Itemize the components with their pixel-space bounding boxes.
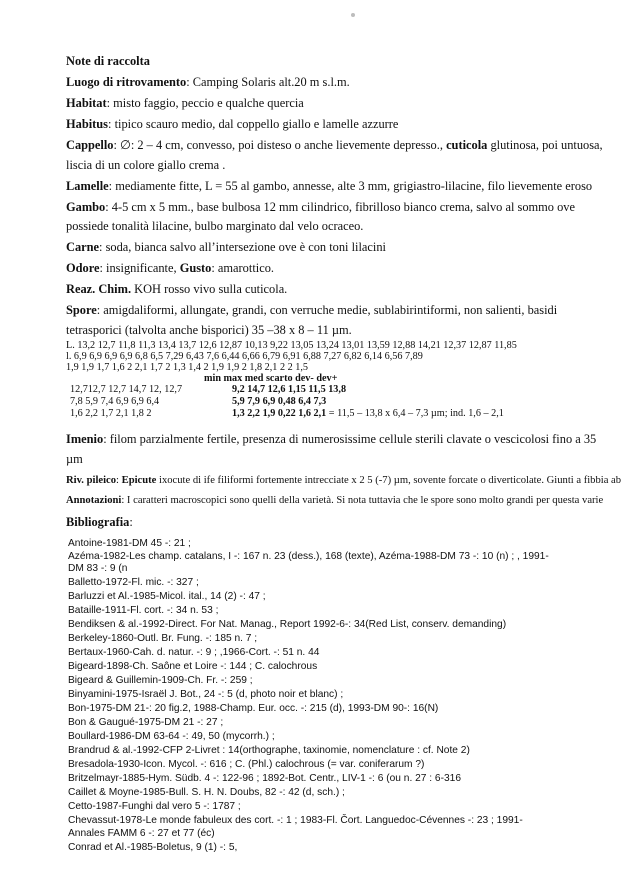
stats-values: 5,9 7,9 6,9 0,48 6,4 7,3 [232, 396, 327, 407]
field-imenio-cont: µm [66, 452, 83, 466]
bibliography-entry: Azéma-1982-Les champ. catalans, I -: 167 n. 23 (dess.), 168 (texte), Azéma-1988-DM 73 -: 10 (n) ; , 1991- [68, 551, 549, 562]
field-text: : 4-5 cm x 5 mm., base bulbosa 12 mm cilindrico, fibrilloso bianco crema, salvo al sommo ove [105, 200, 575, 214]
stats-values: 9,2 14,7 12,6 1,15 11,5 13,8 [232, 384, 347, 395]
stats-extra: = 11,5 – 13,8 x 6,4 – 7,3 µm; ind. 1,6 – 2,1 [326, 408, 504, 419]
field-reaz-chim [66, 282, 287, 296]
field-sep: : [108, 117, 115, 131]
field-label: Habitus [66, 117, 109, 131]
field-text: ixocute di ife filiformi fortemente intrecciate x 2 5 (-7) µm, sovente forcate o diverticolate. Giunti a fibbia ab [156, 475, 621, 486]
stats-row-right [232, 384, 346, 395]
bibliography-entry: Binyamini-1975-Israël J. Bot., 24 -: 5 (d, photo noir et blanc) ; [68, 689, 344, 700]
field-label: Annotazioni [66, 495, 122, 506]
bibliography-entry: Berkeley-1860-Outl. Br. Fung. -: 185 n. 7 ; [68, 633, 258, 644]
field-text: tipico scauro medio, dal coppello giallo e lamelle azzurre [114, 117, 399, 131]
field-sep: : [186, 75, 193, 89]
field-gambo-cont: possiede tonalità lilacine, bulbo marginato dal velo ocraceo. [66, 219, 364, 233]
field-label-epicute: Epicute [121, 475, 157, 486]
field-sep: : [116, 475, 122, 486]
field-bibliografia [66, 515, 133, 529]
field-label: Carne [66, 240, 100, 254]
field-lamelle [66, 179, 592, 193]
field-gambo [66, 200, 575, 214]
field-text: : I caratteri macroscopici sono quelli della varietà. Si nota tuttavia che le spore sono molto grandi per questa varie [121, 495, 604, 506]
stats-row-left: 7,8 5,9 7,4 6,9 6,9 6,4 [70, 396, 160, 407]
field-label: Luogo di ritrovamento [66, 75, 187, 89]
spore-width-values: l. 6,9 6,9 6,9 6,9 6,8 6,5 7,29 6,43 7,6 6,44 6,66 6,79 6,91 6,88 7,27 6,82 6,14 6,56 7,89 [66, 351, 423, 362]
bibliography-entry: Boullard-1986-DM 63-64 -: 49, 50 (mycorrh.) ; [68, 731, 275, 742]
field-text: : amarottico. [211, 261, 274, 275]
bibliography-entry: Bon-1975-DM 21-: 20 fig.2, 1988-Champ. Eur. occ. -: 215 (d), 1993-DM 90-: 16(N) [68, 703, 439, 714]
field-spore-cont: tetrasporici (talvolta anche bisporici) 35 –38 x 8 – 11 µm. [66, 323, 352, 337]
stats-header: min max med scarto dev- dev+ [204, 373, 338, 384]
bibliography-entry: Balletto-1972-Fl. mic. -: 327 ; [68, 577, 199, 588]
bibliography-entry: Chevassut-1978-Le monde fabuleux des cort. -: 1 ; 1983-Fl. Čort. Languedoc-Cévennes -: 23 ; 1991- [68, 815, 523, 826]
stats-row-right [232, 408, 504, 419]
field-sep: : [129, 515, 133, 529]
field-text: glutinosa, poi untuosa, [487, 138, 603, 152]
bibliography-entry: Brandrud & al.-1992-CFP 2-Livret : 14(orthographe, taxinomie, nomenclature : cf. Note 2) [68, 745, 470, 756]
bibliography-entry: Bon & Gaugué-1975-DM 21 -: 27 ; [68, 717, 224, 728]
bibliography-entry: Cetto-1987-Funghi dal vero 5 -: 1787 ; [68, 801, 241, 812]
stats-row-left: 1,6 2,2 1,7 2,1 1,8 2 [70, 408, 152, 419]
bibliography-entry: Annales FAMM 6 -: 27 et 77 (éc) [68, 828, 215, 839]
field-annotazioni [66, 494, 603, 508]
field-label: Cappello [66, 138, 114, 152]
spore-ratio-values: 1,9 1,9 1,7 1,6 2 2,1 1,7 2 1,3 1,4 2 1,9 1,9 2 1,8 2,1 2 2 1,5 [66, 362, 308, 373]
stats-values: 1,3 2,2 1,9 0,22 1,6 2,1 [232, 408, 327, 419]
field-cappello-cont: liscia di un colore giallo crema . [66, 158, 226, 172]
stats-row-left: 12,712,7 12,7 14,7 12, 12,7 [70, 384, 183, 395]
field-label: Imenio [66, 432, 104, 446]
bibliography-entry: Conrad et Al.-1985-Boletus, 9 (1) -: 5, [68, 842, 238, 853]
scan-dot [351, 13, 355, 17]
field-label-gusto: Gusto [179, 261, 212, 275]
stats-row-right [232, 396, 326, 407]
field-carne [66, 240, 386, 254]
field-luogo [66, 75, 350, 89]
field-text: Camping Solaris alt.20 m s.l.m. [192, 75, 350, 89]
field-text: misto faggio, peccio e qualche quercia [113, 96, 304, 110]
bibliography-entry: Britzelmayr-1885-Hym. Südb. 4 -: 122-96 ; 1892-Bot. Centr., LIV-1 -: 6 (ou n. 27 : 6-316 [68, 773, 461, 784]
bibliography-entry: Antoine-1981-DM 45 -: 21 ; [68, 538, 191, 549]
field-text: : insignificante, [99, 261, 180, 275]
bibliography-entry: Bendiksen & al.-1992-Direct. For Nat. Manag., Report 1992-6-: 34(Red List, conserv. demanding) [68, 619, 507, 630]
field-riv-pileico [66, 474, 621, 488]
field-label: Spore [66, 303, 97, 317]
field-text: : ∅: 2 – 4 cm, convesso, poi disteso o anche lievemente depresso., [113, 138, 447, 152]
bibliography-entry: Bigeard & Guillemin-1909-Ch. Fr. -: 259 ; [68, 675, 253, 686]
field-label: Lamelle [66, 179, 109, 193]
bibliography-entry: DM 83 -: 9 (n [68, 563, 128, 574]
bibliography-entry: Barluzzi et Al.-1985-Micol. ital., 14 (2) -: 47 ; [68, 591, 266, 602]
field-label: Reaz. Chim. [66, 282, 132, 296]
field-text: : mediamente fitte, L = 55 al gambo, annesse, alte 3 mm, grigiastro-lilacine, filo lievemente eroso [108, 179, 593, 193]
field-sep: : [106, 96, 114, 110]
field-label: Gambo [66, 200, 106, 214]
field-spore [66, 303, 557, 317]
cuticola-term: cuticola [446, 138, 488, 152]
field-cappello [66, 138, 603, 152]
bibliography-entry: Bresadola-1930-Icon. Mycol. -: 616 ; C. (Phl.) calochrous (= var. coniferarum ?) [68, 759, 425, 770]
bibliography-entry: Caillet & Moyne-1985-Bull. S. H. N. Doubs, 82 -: 42 (d, sch.) ; [68, 787, 345, 798]
field-odore [66, 261, 274, 275]
field-text: : soda, bianca salvo all’intersezione ove è con toni lilacini [99, 240, 386, 254]
field-label: Odore [66, 261, 100, 275]
bibliography-entry: Bataille-1911-Fl. cort. -: 34 n. 53 ; [68, 605, 219, 616]
field-text: KOH rosso vivo sulla cuticola. [131, 282, 288, 296]
field-label: Riv. pileico [66, 475, 117, 486]
bibliography-entry: Bertaux-1960-Cah. d. natur. -: 9 ; ,1966-Cort. -: 51 n. 44 [68, 647, 320, 658]
field-habitat [66, 96, 304, 110]
field-label: Bibliografia [66, 515, 130, 529]
field-text: : amigdaliformi, allungate, grandi, con verruche medie, sublabirintiformi, non salienti, basidi [96, 303, 558, 317]
field-label: Habitat [66, 96, 107, 110]
section-title: Note di raccolta [66, 54, 150, 68]
bibliography-entry: Bigeard-1898-Ch. Saône et Loire -: 144 ; C. calochrous [68, 661, 318, 672]
field-text: : filom parzialmente fertile, presenza di numerosissime cellule sterili clavate o vescicolosi fino a 35 [103, 432, 597, 446]
field-habitus [66, 117, 398, 131]
field-imenio [66, 432, 596, 446]
spore-length-values: L. 13,2 12,7 11,8 11,3 13,4 13,7 12,6 12,87 10,13 9,22 13,05 13,24 13,01 13,59 12,88 14,21 12,37 12,87 11,85 [66, 340, 517, 351]
